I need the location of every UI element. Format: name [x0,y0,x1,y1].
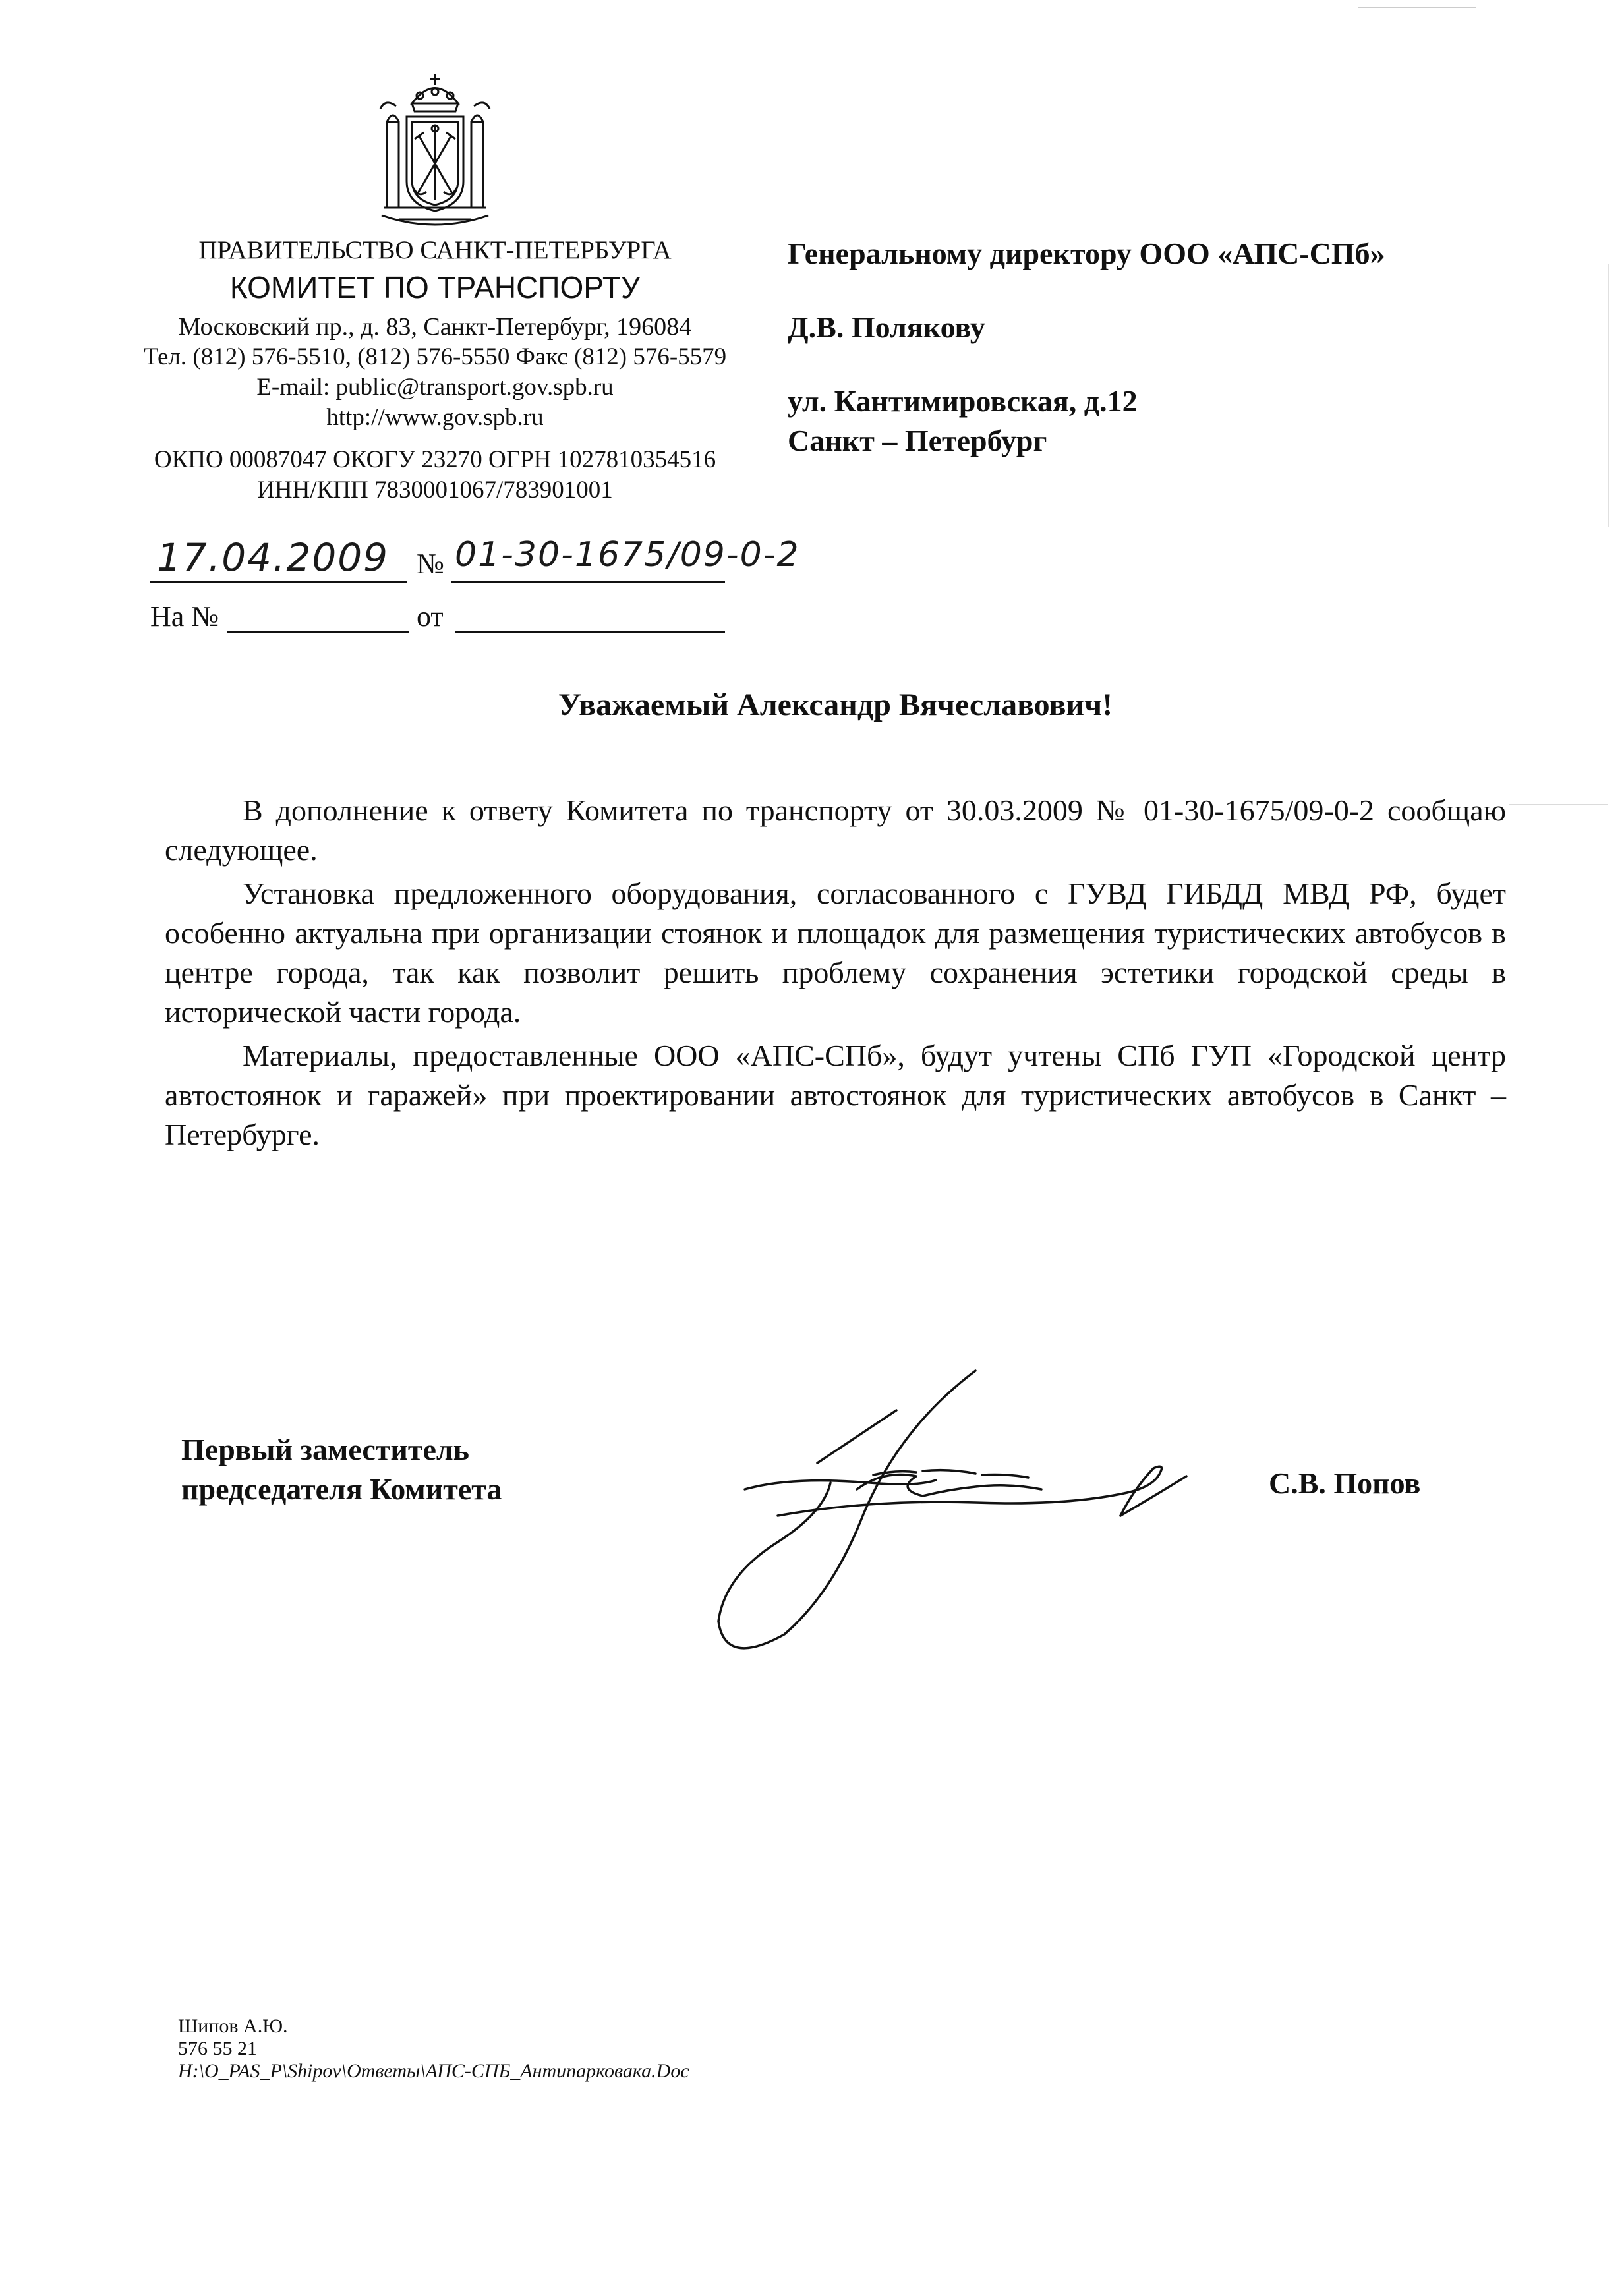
signatory-title-line2: председателя Комитета [181,1472,502,1506]
file-path: H:\O_PAS_P\Shipov\Ответы\АПС-СПБ_Антипарковака.Doc [178,2060,689,2082]
paragraph-2: Установка предложенного оборудования, согласованного с ГУВД ГИБДД МВД РФ, будет особенно актуальна при организации стоянок и площадок для размещения туристических автобусов в центре города, так как позволит решить проблему сохранения эстетики городской среды в исторической части города. [165,876,1506,1029]
committee-email: E-mail: public@transport.gov.spb.ru [256,374,614,401]
scan-artifact [1358,7,1476,8]
committee-phones: Тел. (812) 576-5510, (812) 576-5550 Факс (812) 576-5579 [143,343,727,370]
committee-website: http://www.gov.spb.ru [326,404,544,431]
number-underline [451,581,725,583]
from-underline [455,631,725,633]
reference-underline [227,631,409,633]
recipient-position: Генеральному директору ООО «АПС-СПб» [788,237,1385,270]
registration-date: 17.04.2009 [157,535,390,580]
scan-artifact [1608,264,1610,527]
scan-artifact [1509,804,1608,805]
number-label: № [417,548,444,580]
registration-number: 01-30-1675/09-0-2 [455,535,800,575]
committee-inn: ИНН/КПП 7830001067/783901001 [257,476,613,503]
salutation: Уважаемый Александр Вячеславович! [558,687,1113,722]
executor-name: Шипов А.Ю. [178,2015,288,2037]
recipient-name: Д.В. Полякову [788,310,985,344]
reference-label: На № [150,600,219,633]
government-name: ПРАВИТЕЛЬСТВО САНКТ-ПЕТЕРБУРГА [198,236,672,264]
handwritten-signature-icon [699,1358,1226,1654]
committee-address: Московский пр., д. 83, Санкт-Петербург, 196084 [178,313,692,341]
recipient-city: Санкт – Петербург [788,424,1047,457]
letter-body [165,791,1506,1155]
signatory-name: С.В. Попов [1269,1466,1421,1500]
spb-coat-of-arms-icon [372,69,498,241]
date-underline [150,581,407,583]
committee-codes: ОКПО 00087047 ОКОГУ 23270 ОГРН 1027810354516 [154,446,716,473]
executor-phone: 576 55 21 [178,2038,257,2059]
paragraph-1: В дополнение к ответу Комитета по транспорту от 30.03.2009 № 01-30-1675/09-0-2 сообщаю следующее. [165,793,1506,867]
recipient-street: ул. Кантимировская, д.12 [788,384,1138,418]
from-label: от [417,600,444,633]
signatory-title-line1: Первый заместитель [181,1433,469,1466]
committee-name: КОМИТЕТ ПО ТРАНСПОРТУ [229,270,641,304]
paragraph-3: Материалы, предоставленные ООО «АПС-СПб», будут учтены СПб ГУП «Городской центр автостоянок и гаражей» при проектировании автостоянок для туристических автобусов в Санкт – Петербурге. [165,1039,1506,1151]
